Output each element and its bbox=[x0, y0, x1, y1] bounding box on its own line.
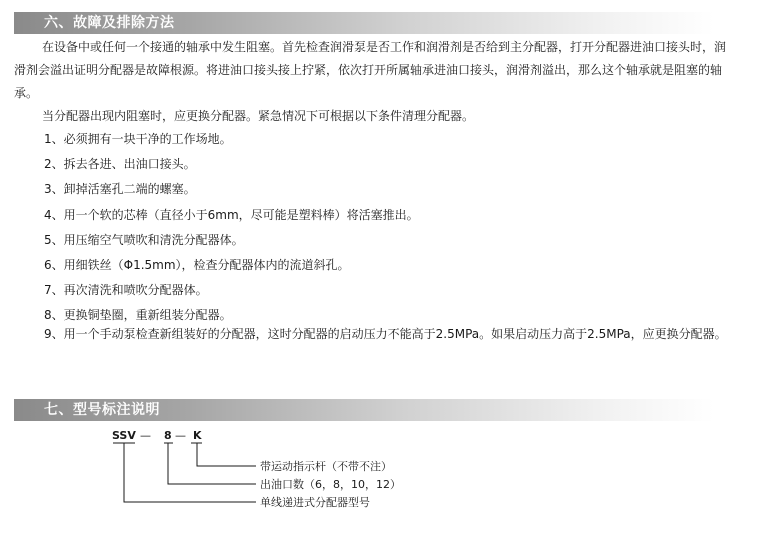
step-8: 8、更换铜垫圈，重新组装分配器。 bbox=[44, 308, 232, 322]
step-9: 9、用一个手动泵检查新组装好的分配器，这时分配器的启动压力不能高于2.5MPa。如果启动压力高于2.5MPa，应更换分配器。 bbox=[44, 327, 727, 341]
leader-ssv bbox=[124, 443, 256, 502]
step-2: 2、拆去各进、出油口接头。 bbox=[44, 157, 196, 171]
model-dash-2: — bbox=[175, 429, 186, 442]
leader-k bbox=[197, 443, 256, 466]
model-part-indicator: K bbox=[193, 429, 202, 442]
section-7-header: 七、型号标注说明 bbox=[14, 399, 714, 421]
model-part-series: SSV bbox=[112, 429, 136, 442]
model-dash-1: — bbox=[140, 429, 151, 442]
legend-series: 单线递进式分配器型号 bbox=[260, 496, 370, 509]
model-part-outlets: 8 bbox=[164, 429, 172, 442]
step-7: 7、再次清洗和喷吹分配器体。 bbox=[44, 283, 208, 297]
legend-outlets: 出油口数（6，8，10，12） bbox=[260, 478, 401, 491]
leader-8 bbox=[168, 443, 256, 484]
step-4: 4、用一个软的芯棒（直径小于6mm，尽可能是塑料棒）将活塞推出。 bbox=[44, 208, 419, 222]
step-5: 5、用压缩空气喷吹和清洗分配器体。 bbox=[44, 233, 244, 247]
section-6-header: 六、故障及排除方法 bbox=[14, 12, 714, 34]
section-6-lead: 当分配器出现内阻塞时，应更换分配器。紧急情况下可根据以下条件清理分配器。 bbox=[42, 109, 475, 123]
step-1: 1、必须拥有一块干净的工作场地。 bbox=[44, 132, 232, 146]
section-6-intro: 在设备中或任何一个接通的轴承中发生阻塞。首先检查润滑泵是否工作和润滑剂是否给到主分配器，打开分配器进油口接头时，润滑剂会溢出证明分配器是故障根源。将进油口接头接上拧紧，依次打开所属轴承进油口接头，润滑剂溢出，那么这个轴承就是阻塞的轴承。 bbox=[14, 40, 727, 100]
step-6: 6、用细铁丝（Φ1.5mm），检查分配器体内的流道斜孔。 bbox=[44, 258, 350, 272]
legend-indicator: 带运动指示杆（不带不注） bbox=[260, 460, 392, 473]
step-3: 3、卸掉活塞孔二端的螺塞。 bbox=[44, 182, 196, 196]
